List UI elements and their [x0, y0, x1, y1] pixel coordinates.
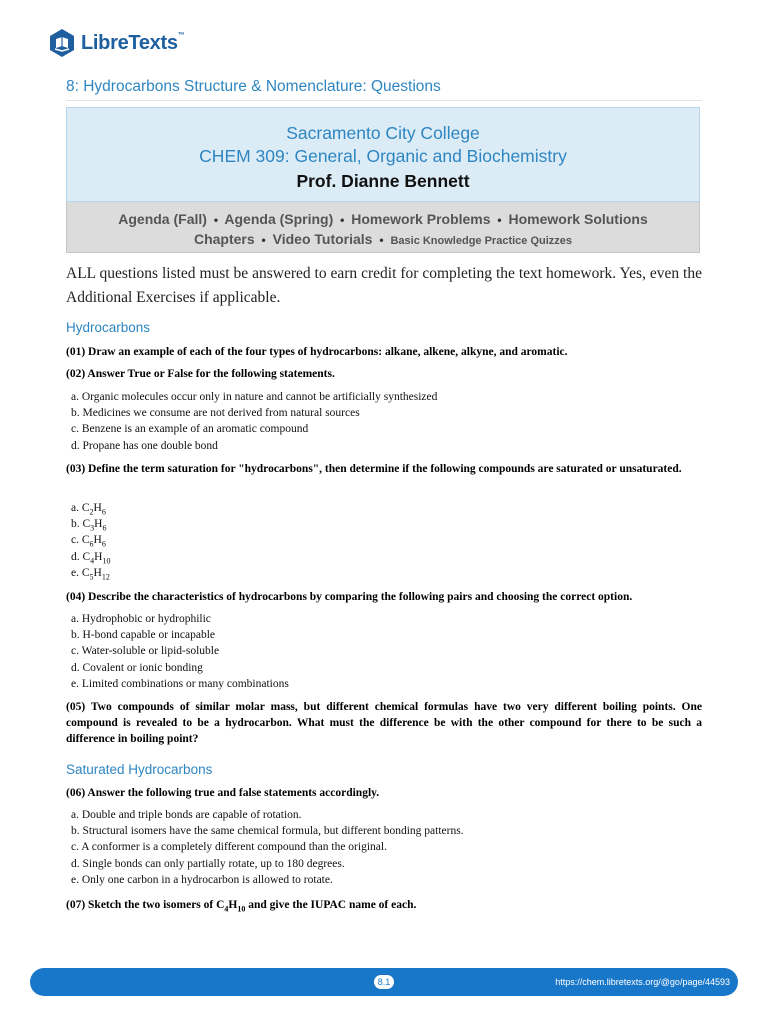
question-06: (06) Answer the following true and false statements accordingly.: [66, 787, 380, 799]
nav-separator: •: [379, 233, 384, 247]
question-02-options: [71, 389, 437, 454]
libretexts-logo-icon: [47, 28, 77, 58]
nav-separator: •: [340, 213, 345, 227]
section-heading-hydrocarbons: Hydrocarbons: [66, 320, 151, 335]
question-04-options: [71, 611, 289, 692]
nav-link-practice-quizzes[interactable]: Basic Knowledge Practice Quizzes: [390, 235, 573, 247]
list-item: e. $C_5H_{12}$: [71, 566, 110, 582]
question-01: (01) Draw an example of each of the four types of hydrocarbons: alkane, alkene, alkyne, and aromatic.: [66, 346, 568, 358]
list-item: b. $C_3H_6$: [71, 518, 107, 533]
question-02: (02) Answer True or False for the following statements.: [66, 368, 335, 380]
nav-link-homework-problems[interactable]: Homework Problems: [351, 211, 491, 227]
list-item: a. $C_2H_6$: [71, 502, 106, 517]
question-04: (04) Describe the characteristics of hydrocarbons by comparing the following pairs and choosing the correct option.: [66, 591, 633, 603]
page-footer: [30, 968, 738, 996]
logo-text: LibreTexts™: [81, 31, 185, 54]
section-heading-saturated-hydrocarbons: Saturated Hydrocarbons: [66, 762, 213, 777]
footer-url-link[interactable]: https://chem.libretexts.org/@go/page/44593: [555, 977, 730, 987]
list-item: e. Only one carbon in a hydrocarbon is allowed to rotate.: [71, 873, 333, 886]
intro-paragraph: ALL questions listed must be answered to earn credit for completing the text homework. Yes, even the Additional Exercises if applicable.: [66, 265, 702, 306]
question-03: (03) Define the term saturation for "hydrocarbons", then determine if the following compounds are saturated or unsaturated.: [66, 463, 682, 475]
question-07: (07) Sketch the two isomers of $C_4H_{10}$ and give the IUPAC name of each.: [66, 899, 417, 914]
list-item: b. H-bond capable or incapable: [71, 629, 216, 642]
nav-link-agenda-spring[interactable]: Agenda (Spring): [224, 211, 334, 227]
chapter-title: 8: Hydrocarbons Structure & Nomenclature: Questions: [66, 78, 702, 101]
college-name[interactable]: Sacramento City College: [286, 123, 480, 143]
nav-link-chapters[interactable]: Chapters: [193, 231, 255, 247]
list-item: c. A conformer is a completely different compound than the original.: [71, 841, 387, 854]
nav-link-agenda-fall[interactable]: Agenda (Fall): [118, 211, 207, 227]
question-05: (05) Two compounds of similar molar mass, but different chemical formulas have two very different boiling points. One compound is revealed to be a hydrocarbon. What must the difference be with the other compound for there to be such a difference in boiling point?: [66, 701, 702, 745]
list-item: b. Structural isomers have the same chemical formula, but different bonding patterns.: [71, 825, 464, 838]
course-name[interactable]: CHEM 309: General, Organic and Biochemistry: [199, 146, 567, 166]
list-item: b. Medicines we consume are not derived from natural sources: [71, 407, 360, 420]
libretexts-logo[interactable]: [47, 28, 184, 58]
list-item: d. $C_4H_{10}$: [71, 550, 111, 565]
nav-link-homework-solutions[interactable]: Homework Solutions: [508, 211, 648, 227]
nav-separator: •: [261, 233, 266, 247]
list-item: c. Benzene is an example of an aromatic compound: [71, 423, 309, 436]
professor-name: Prof. Dianne Bennett: [296, 171, 470, 191]
nav-link-video-tutorials[interactable]: Video Tutorials: [272, 231, 373, 247]
course-header-box: [66, 107, 700, 202]
list-item: a. Organic molecules occur only in nature and cannot be artificially synthesized: [71, 391, 438, 403]
list-item: a. Double and triple bonds are capable of rotation.: [71, 809, 302, 821]
course-nav: [66, 202, 700, 253]
list-item: a. Hydrophobic or hydrophilic: [71, 613, 211, 625]
list-item: c. Water-soluble or lipid-soluble: [71, 645, 220, 658]
list-item: c. $C_6H_6$: [71, 534, 106, 549]
list-item: d. Single bonds can only partially rotate, up to 180 degrees.: [71, 857, 345, 870]
question-06-options: [71, 807, 464, 888]
list-item: d. Covalent or ionic bonding: [71, 661, 203, 674]
nav-separator: •: [213, 213, 219, 227]
list-item: d. Propane has one double bond: [71, 439, 218, 452]
page-number: 8.1: [374, 975, 394, 989]
question-03-options: [71, 500, 110, 581]
list-item: e. Limited combinations or many combinations: [71, 677, 289, 690]
nav-separator: •: [497, 213, 502, 227]
